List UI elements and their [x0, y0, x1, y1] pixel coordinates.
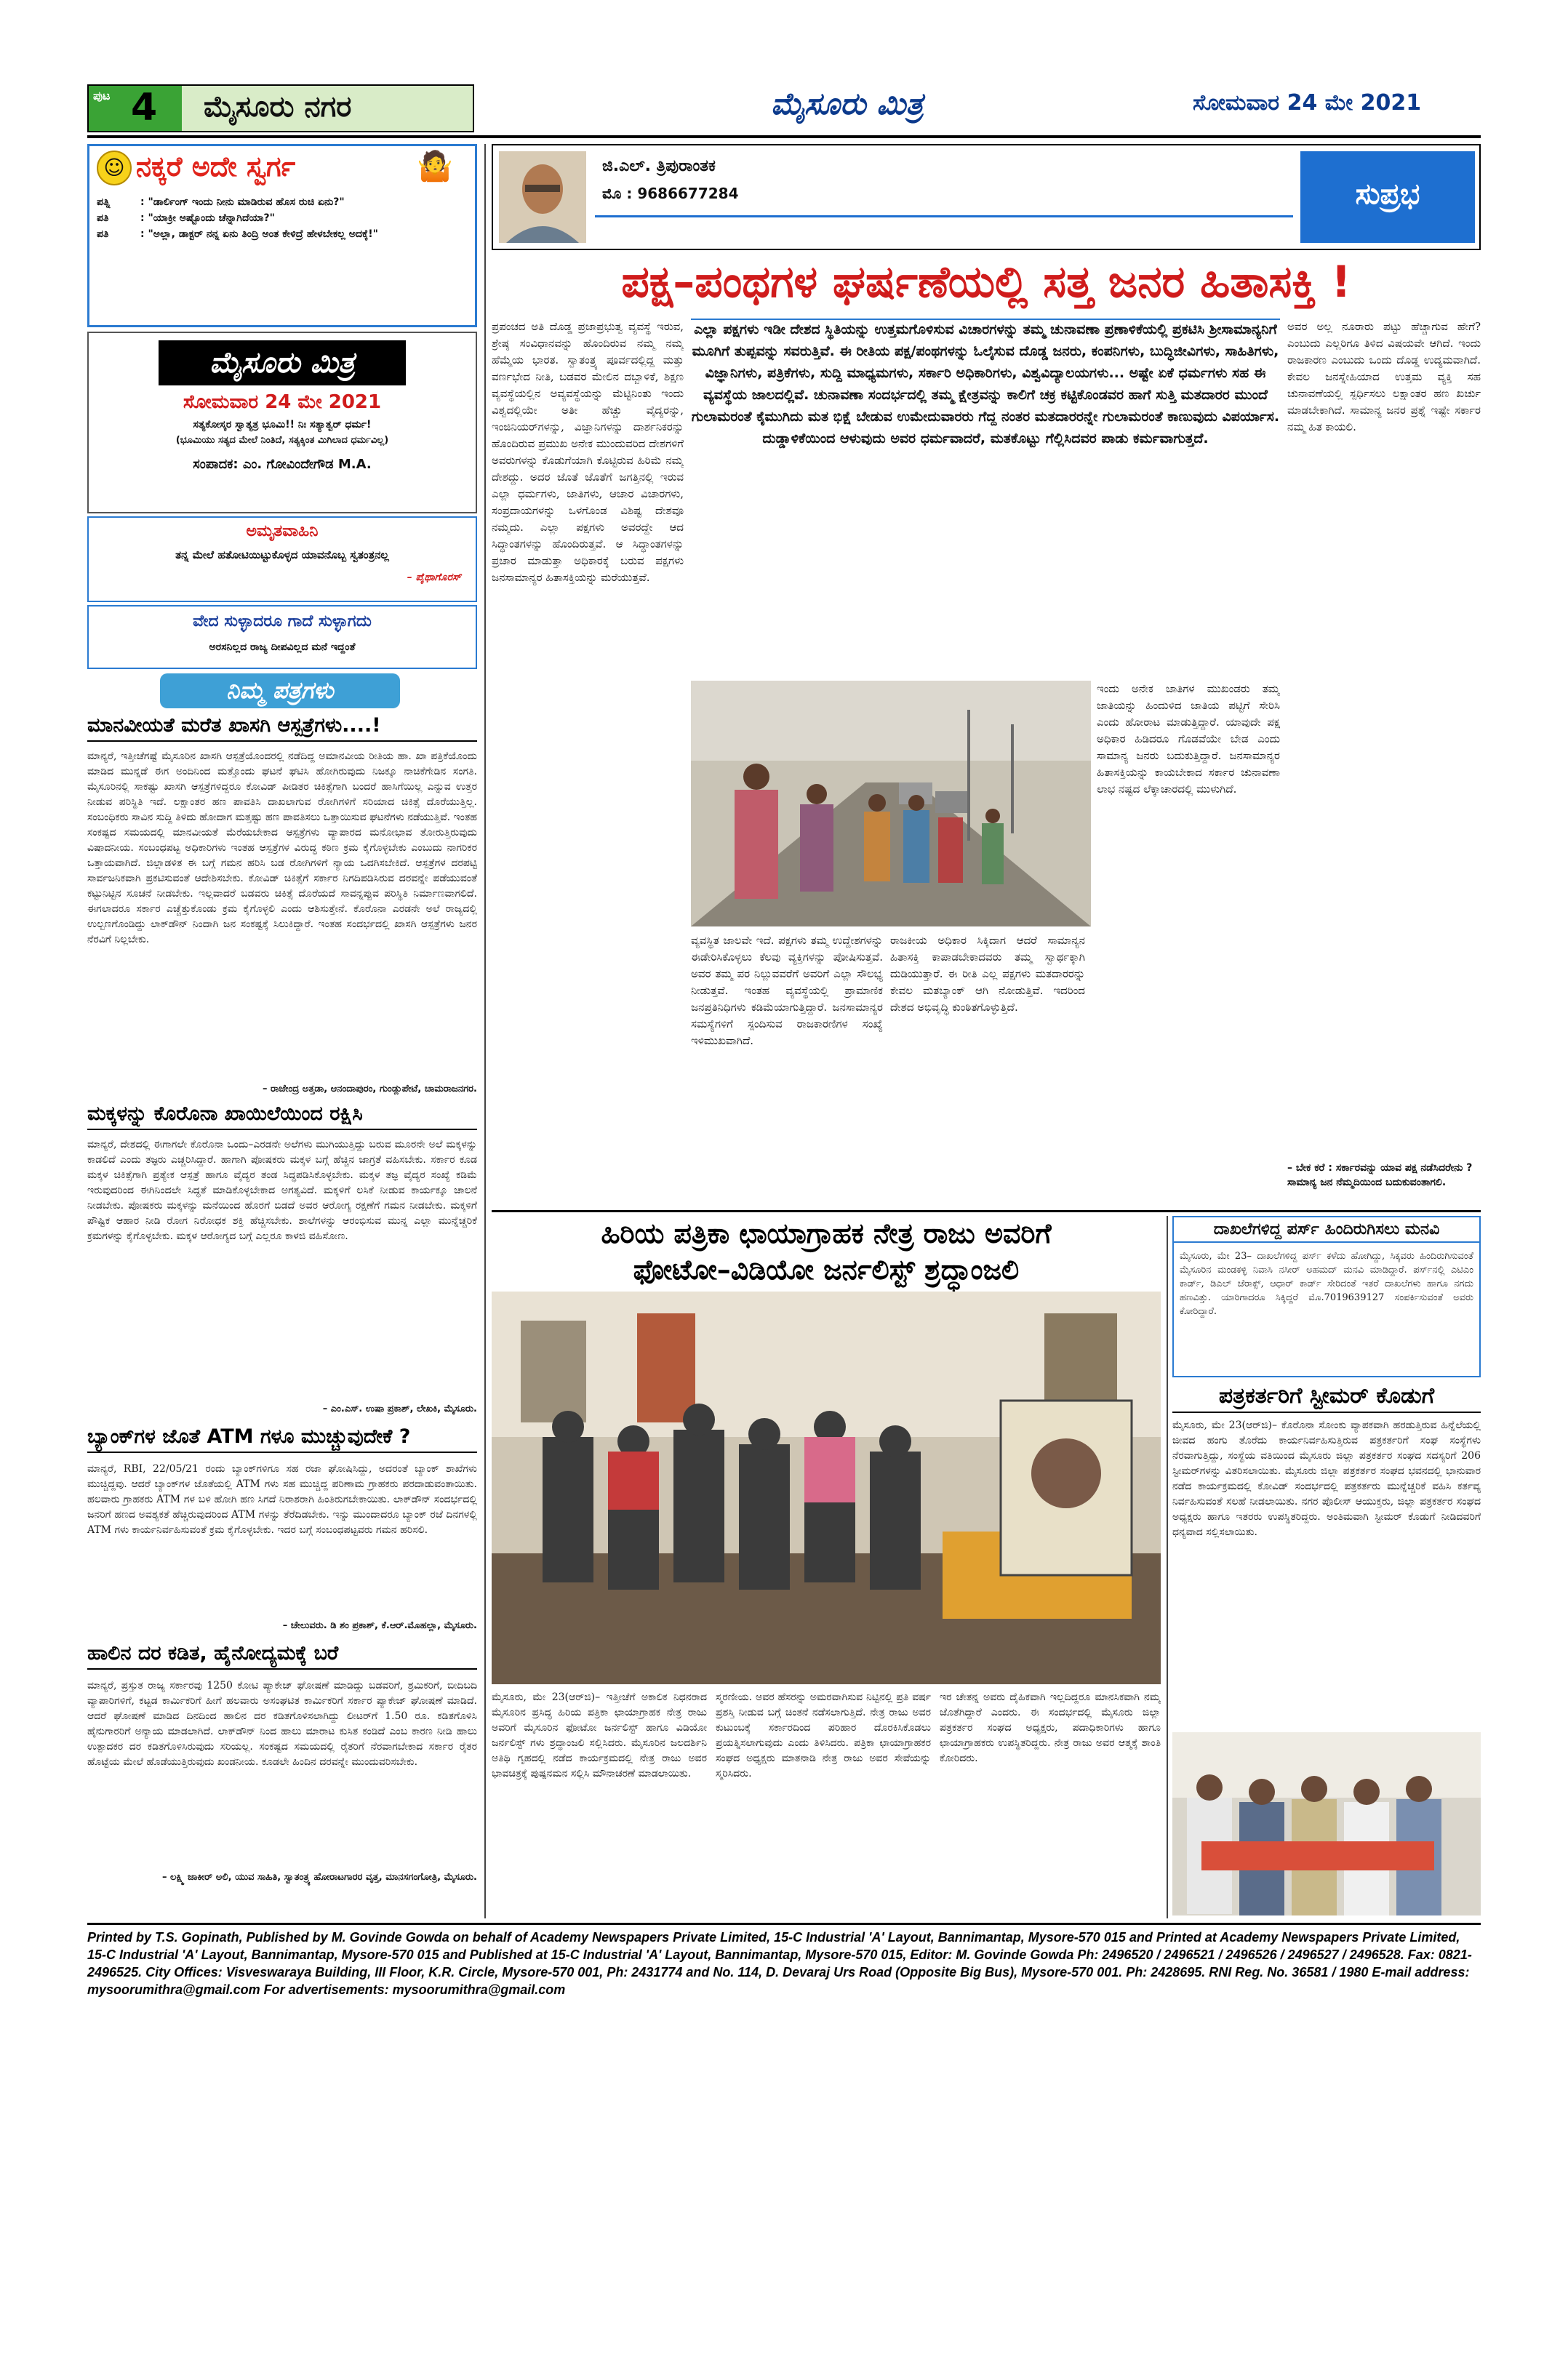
column-divider	[484, 144, 486, 1918]
tribute-headline-2: ಫೋಟೋ–ವಿಡಿಯೋ ಜರ್ನಲಿಸ್ಟ್ ಶ್ರದ್ಧಾಂಜಲಿ	[633, 1254, 1020, 1286]
tribute-column-3: ಇರ ಚೇತನ್ನ ಅವರು ದೈಹಿಕವಾಗಿ ಇಲ್ಲದಿದ್ದರೂ ಮಾನಸಿಕವಾಗಿ ನಮ್ಮ ಜೊತೆಗಿದ್ದಾರೆ ಎಂದರು. ಈ ಸಂದರ್ಭದಲ್ಲಿ ಮೈಸೂರು ಜಿಲ್ಲಾ ಪತ್ರಕರ್ತರ ಸಂಘದ ಅಧ್ಯಕ್ಷರು, ಪದಾಧಿಕಾರಿಗಳು ಹಾಗೂ ಛಾಯಾಗ್ರಾಹಕರು ಉಪಸ್ಥಿತರಿದ್ದರು. ನೇತ್ರ ರಾಜು ಅವರ ಆತ್ಮಕ್ಕೆ ಶಾಂತಿ ಕೋರಿದರು.	[940, 1692, 1161, 1764]
letter-3-signature: – ಚೇಲುವರು. ಡಿ ಶಂ ಪ್ರಕಾಶ್, ಕೆ.ಆರ್.ಮೊಹಲ್ಲಾ, ಮೈಸೂರು.	[282, 1620, 477, 1631]
proverb-title: ವೇದ ಸುಳ್ಳಾದರೂ ಗಾದೆ ಸುಳ್ಳಾಗದು	[193, 612, 372, 630]
column-headline: ಪಕ್ಷ–ಪಂಥಗಳ ಘರ್ಷಣೆಯಲ್ಲಿ ಸತ್ತ ಜನರ ಹಿತಾಸಕ್ತಿ !	[621, 257, 1351, 308]
laughing-face-icon: ☺	[97, 151, 132, 185]
paper-info-box	[87, 332, 477, 513]
masthead-date: ಸೋಮವಾರ 24 ಮೇ 2021	[1193, 90, 1422, 116]
tribute-column-1: ಮೈಸೂರು, ಮೇ 23(ಆರ್‌ಜಿ)– ಇತ್ತೀಚೆಗೆ ಅಕಾಲಿಕ ನಿಧನರಾದ ಮೈಸೂರಿನ ಪ್ರಸಿದ್ಧ ಹಿರಿಯ ಪತ್ರಿಕಾ ಛಾಯಾಗ್ರಾಹಕ ನೇತ್ರ ರಾಜು ಅವರಿಗೆ ಮೈಸೂರಿನ ಫೋಟೋ ಜರ್ನಲಿಸ್ಟ್ ಹಾಗೂ ವಿಡಿಯೋ ಜರ್ನಲಿಸ್ಟ್ ಗಳು ಶ್ರದ್ಧಾಂಜಲಿ ಸಲ್ಲಿಸಿದರು. ಮೈಸೂರಿನ ಜಲದರ್ಶಿನಿ ಅತಿಥಿ ಗೃಹದಲ್ಲಿ ನಡೆದ ಕಾರ್ಯಕ್ರಮದಲ್ಲಿ ನೇತ್ರ ರಾಜು ಅವರ ಭಾವಚಿತ್ರಕ್ಕೆ ಪುಷ್ಪನಮನ ಸಲ್ಲಿಸಿ ಮೌನಾಚರಣೆ ಮಾಡಲಾಯಿತು.	[492, 1692, 707, 1779]
section-divider	[492, 1210, 1481, 1212]
steamer-title: ಪತ್ರಕರ್ತರಿಗೆ ಸ್ಟೀಮರ್ ಕೊಡುಗೆ	[1172, 1383, 1481, 1413]
info-date: ಸೋಮವಾರ 24 ಮೇ 2021	[183, 391, 382, 413]
letter-2-signature: – ಎಂ.ಎಸ್. ಉಷಾ ಪ್ರಕಾಶ್, ಲೇಖಕಿ, ಮೈಸೂರು.	[322, 1404, 477, 1414]
letters-header: ನಿಮ್ಮ ಪತ್ರಗಳು	[160, 673, 400, 708]
column-name-badge: ಸುಪ್ರಭ	[1300, 151, 1475, 243]
page-tag: ಪುಟ	[93, 89, 111, 103]
section-title: ಮೈಸೂರು ನಗರ	[182, 84, 474, 132]
article-column-2: ಇಂದು ಅನೇಕ ಜಾತಿಗಳ ಮುಖಂಡರು ತಮ್ಮ ಜಾತಿಯನ್ನು ಹಿಂದುಳಿದ ಜಾತಿಯ ಪಟ್ಟಿಗೆ ಸೇರಿಸಿ ಎಂದು ಹೋರಾಟ ಮಾಡುತ್ತಿದ್ದಾರೆ. ಯಾವುದೇ ಪಕ್ಷ ಅಧಿಕಾರ ಹಿಡಿದರೂ ಗೊಡವೆಯೇ ಬೇಡ ಎಂದು ಸಾಮಾನ್ಯ ಜನರು ಬದುಕುತ್ತಿದ್ದಾರೆ. ಜನಸಾಮಾನ್ಯರ ಹಿತಾಸಕ್ತಿಯನ್ನು ಕಾಯಬೇಕಾದ ಸರ್ಕಾರ ಚುನಾವಣಾ ಲಾಭ ನಷ್ಟದ ಲೆಕ್ಕಾಚಾರದಲ್ಲಿ ಮುಳುಗಿದೆ.	[1097, 682, 1280, 796]
letter-3-body: ಮಾನ್ಯರೆ, RBI, 22/05/21 ರಂದು ಬ್ಯಾಂಕ್‌ಗಳಿಗೂ ಸಹ ರಜಾ ಘೋಷಿಸಿದ್ದು, ಅದರಂತೆ ಬ್ಯಾಂಕ್ ಶಾಖೆಗಳು ಮುಚ್ಚಿದ್ದವು. ಆದರೆ ಬ್ಯಾಂಕ್‌ಗಳ ಜೊತೆಯಲ್ಲಿ ATM ಗಳು ಸಹ ಮುಚ್ಚಿದ್ದ ಪರಿಣಾಮ ಗ್ರಾಹಕರು ಪರದಾಡುವಂತಾಯಿತು. ಹಲವಾರು ಗ್ರಾಹಕರು ATM ಗಳ ಬಳಿ ಹೋಗಿ ಹಣ ಸಿಗದೆ ನಿರಾಶರಾಗಿ ಹಿಂತಿರುಗಬೇಕಾಯಿತು. ಲಾಕ್‌ಡೌನ್ ಸಂದರ್ಭದಲ್ಲಿ ಜನರಿಗೆ ಹಣದ ಅವಶ್ಯಕತೆ ಹೆಚ್ಚಿರುವುದರಿಂದ ATM ಗಳನ್ನು ತೆರೆದಿಡಬೇಕು. ಇನ್ನು ಮುಂದಾದರೂ ಬ್ಯಾಂಕ್ ರಜೆ ದಿನಗಳಲ್ಲಿ ATM ಗಳು ಕಾರ್ಯನಿರ್ವಹಿಸುವಂತೆ ಕ್ರಮ ಕೈಗೊಳ್ಳಬೇಕು. ಇದರ ಬಗ್ಗೆ ಸಂಬಂಧಪಟ್ಟವರು ಗಮನ ಹರಿಸಲಿ.	[87, 1463, 477, 1536]
info-logo: ಮೈಸೂರು ಮಿತ್ರ	[159, 340, 406, 385]
author-portrait-icon	[499, 151, 586, 243]
letter-4-signature: – ಲಕ್ಷ್ಮಿ ಜಾಕೀರ್ ಅಲಿ, ಯುವ ಸಾಹಿತಿ, ಸ್ವಾತಂತ್ರ್ಯ ಹೋರಾಟಗಾರರ ವೃತ್ತ, ಮಾನಸಗಂಗೋತ್ರಿ, ಮೈಸೂರು.	[161, 1872, 477, 1883]
footer-rule	[87, 1923, 1481, 1925]
humor-box: ☺ ನಕ್ಕರೆ ಅದೇ ಸ್ವರ್ಗ 🤷 ಪತ್ನಿ : "ಡಾರ್ಲಿಂಗ್ ಇಂದು ನೀನು ಮಾಡಿರುವ ಹೊಸ ರುಚಿ ಏನು?" ಪತಿ : "ಯಾಕ್ರೀ ಅಷ್ಟೊಂದು ಚೆನ್ನಾಗಿದೆಯಾ?" ಪತಿ : "ಅಲ್ಲಾ, ಡಾಕ್ಟರ್ ನನ್ನ ಏನು ತಿಂದ್ರಿ ಅಂತ ಕೇಳಿದ್ರೆ ಹೇಳಬೇಕಲ್ಲ ಅದಕ್ಕೆ!"	[87, 144, 477, 327]
steamer-event-photo	[1172, 1732, 1481, 1915]
migrant-family-photo	[691, 681, 1091, 926]
humor-title: ನಕ್ಕರೆ ಅದೇ ಸ್ವರ್ಗ	[136, 151, 296, 183]
article-column-6: ಅವರ ಅಲ್ಲ ನೂರಾರು ಪಟ್ಟು ಹೆಚ್ಚಾಗುವ ಹೇಗೆ? ಎಂಬುದು ಎಲ್ಲರಿಗೂ ತಿಳಿದ ವಿಷಯವೇ ಆಗಿದೆ. ಇಂದು ರಾಜಕಾರಣ ಎಂಬುದು ಒಂದು ದೊಡ್ಡ ಉದ್ಯಮವಾಗಿದೆ. ಕೇವಲ ಜನಸ್ನೇಹಿಯಾದ ಉತ್ತಮ ವ್ಯಕ್ತಿ ಸಹ ಚುನಾವಣೆಯಲ್ಲಿ ಸ್ಪರ್ಧಿಸಲು ಲಕ್ಷಾಂತರ ಹಣ ಖರ್ಚು ಮಾಡಬೇಕಾಗಿದೆ. ಸಾಮಾನ್ಯ ಜನರ ಪ್ರಶ್ನೆ ಇಷ್ಟೇ ಸರ್ಕಾರ ನಮ್ಮ ಹಿತ ಕಾಯಲಿ.	[1287, 320, 1481, 433]
missing-purse-box	[1172, 1216, 1481, 1377]
page-number-box	[87, 84, 183, 132]
column-header	[492, 144, 1481, 250]
masthead-logo: ಮೈಸೂರು ಮಿತ್ರ	[771, 86, 924, 121]
tribute-column-2: ಸ್ಮರಣೀಯ. ಅವರ ಹೆಸರನ್ನು ಅಮರವಾಗಿಸುವ ನಿಟ್ಟಿನಲ್ಲಿ ಪ್ರತಿ ವರ್ಷ ಪ್ರಶಸ್ತಿ ನೀಡುವ ಬಗ್ಗೆ ಚಿಂತನೆ ನಡೆಸಲಾಗುತ್ತಿದೆ. ನೇತ್ರ ರಾಜು ಅವರ ಕುಟುಂಬಕ್ಕೆ ಸರ್ಕಾರದಿಂದ ಪರಿಹಾರ ದೊರಕಿಸಿಕೊಡಲು ಪ್ರಯತ್ನಿಸಲಾಗುವುದು ಎಂದು ತಿಳಿಸಿದರು. ಪತ್ರಿಕಾ ಛಾಯಾಗ್ರಾಹಕರ ಸಂಘದ ಅಧ್ಯಕ್ಷರು ಮಾತನಾಡಿ ನೇತ್ರ ರಾಜು ಅವರ ಸೇವೆಯನ್ನು ಸ್ಮರಿಸಿದರು.	[716, 1692, 931, 1779]
article-column-3: ವ್ಯವಸ್ಥಿತ ಜಾಲವೇ ಇದೆ. ಪಕ್ಷಗಳು ತಮ್ಮ ಉದ್ದೇಶಗಳನ್ನು ಈಡೇರಿಸಿಕೊಳ್ಳಲು ಕೆಲವು ವ್ಯಕ್ತಿಗಳನ್ನು ಪೋಷಿಸುತ್ತವೆ. ಅವರ ತಮ್ಮ ಪರ ನಿಲ್ಲುವವರೆಗೆ ಅವರಿಗೆ ಎಲ್ಲಾ ಸೌಲಭ್ಯ ನೀಡುತ್ತವೆ. ಇಂತಹ ವ್ಯವಸ್ಥೆಯಲ್ಲಿ ಪ್ರಾಮಾಣಿಕ ಜನಪ್ರತಿನಿಧಿಗಳು ಕಡಿಮೆಯಾಗುತ್ತಿದ್ದಾರೆ. ಜನಸಾಮಾನ್ಯರ ಸಮಸ್ಯೆಗಳಿಗೆ ಸ್ಪಂದಿಸುವ ರಾಜಕಾರಣಿಗಳ ಸಂಖ್ಯೆ ಇಳಿಮುಖವಾಗಿದೆ.	[691, 934, 883, 1047]
info-editor: ಸಂಪಾದಕ: ಎಂ. ಗೋವಿಂದೇಗೌಡ M.A.	[193, 457, 372, 472]
masthead-rule	[87, 135, 1481, 138]
tribute-event-photo	[492, 1292, 1161, 1684]
letter-4-body: ಮಾನ್ಯರೆ, ಪ್ರಸ್ತುತ ರಾಜ್ಯ ಸರ್ಕಾರವು 1250 ಕೋಟಿ ಪ್ಯಾಕೇಜ್ ಘೋಷಣೆ ಮಾಡಿದ್ದು ಬಡವರಿಗೆ, ಶ್ರಮಿಕರಿಗೆ, ಬೀದಿಬದಿ ವ್ಯಾಪಾರಿಗಳಿಗೆ, ಕಟ್ಟಡ ಕಾರ್ಮಿಕರಿಗೆ ಹೀಗೆ ಹಲವಾರು ಅಸಂಘಟಿತ ಕಾರ್ಮಿಕರಿಗೆ ಸರ್ಕಾರ ಪ್ಯಾಕೇಜ್ ಘೋಷಣೆ ಮಾಡಿದೆ. ಆದರೆ ಘೋಷಣೆ ಮಾಡಿದ ದಿನದಿಂದ ಹಾಲಿನ ದರ ಕಡಿತಗೊಳಿಸಲಾಗಿದ್ದು ಲೀಟರ್‌ಗೆ 1.50 ರೂ. ಕಡಿತಗೊಳಿಸಿ ಹೈನುಗಾರರಿಗೆ ಅನ್ಯಾಯ ಮಾಡಲಾಗಿದೆ. ಲಾಕ್‌ಡೌನ್ ನಿಂದ ಹಾಲು ಮಾರಾಟ ಕುಸಿತ ಕಂಡಿದೆ ಎಂಬ ಕಾರಣ ನೀಡಿ ಹಾಲು ಉತ್ಪಾದಕರ ದರ ಕಡಿತಗೊಳಿಸಿರುವುದು ಸರಿಯಲ್ಲ. ಸಂಕಷ್ಟದ ಸಮಯದಲ್ಲಿ ರೈತರಿಗೆ ನೆರವಾಗಬೇಕಾದ ಸರ್ಕಾರ ರೈತರ ಹೊಟ್ಟೆಯ ಮೇಲೆ ಹೊಡೆಯುತ್ತಿರುವುದು ಖಂಡನೀಯ. ಕೂಡಲೇ ಹಿಂದಿನ ದರವನ್ನೇ ಮುಂದುವರಿಸಬೇಕು.	[87, 1680, 477, 1768]
tribute-headline-1: ಹಿರಿಯ ಪತ್ರಿಕಾ ಛಾಯಾಗ್ರಾಹಕ ನೇತ್ರ ರಾಜು ಅವರಿಗೆ	[601, 1217, 1052, 1249]
header-rule	[595, 215, 1293, 217]
letter-1-signature: – ರಾಜೇಂದ್ರ ಅತ್ತಡಾ, ಆನಂದಾಪುರಂ, ಗುಂಡ್ಲುಪೇಟೆ, ಚಾಮರಾಜನಗರ.	[263, 1084, 477, 1094]
missing-purse-title: ದಾಖಲೆಗಳಿದ್ದ ಪರ್ಸ್ ಹಿಂದಿರುಗಿಸಲು ಮನವಿ	[1174, 1220, 1479, 1243]
info-motto: ಸತ್ಯಕೋಸ್ಕರ ಸ್ವಾತ್ಯತ್ರ ಭೂಮಿ!! ನಿಃ ಸತ್ಯಾತ್ವರ್ ಧರ್ಮ!	[193, 419, 372, 431]
letter-1-body: ಮಾನ್ಯರೆ, ಇತ್ತೀಚೆಗಷ್ಟೆ ಮೈಸೂರಿನ ಖಾಸಗಿ ಆಸ್ಪತ್ರೆಯೊಂದರಲ್ಲಿ ನಡೆದಿದ್ದ ಅಮಾನವೀಯ ರೀತಿಯ ಹಾ. ಖಾ ಪತ್ರಿಕೆಯೊಂದು ಮಾಡಿದ ಮುನ್ನಡೆ ಈಗ ಅಂದಿನಿಂದ ಮತ್ತೊಂದು ಘಟನೆ ಘಟಿಸಿ ಹೋಗಿರುವುದು ನಿಜಕ್ಕೂ ನಾಚಿಕೆಗೇಡಿನ ಸಂಗತಿ. ಮೈಸೂರಿನಲ್ಲಿ ಸಾಕಷ್ಟು ಖಾಸಗಿ ಆಸ್ಪತ್ರೆಗಳಿದ್ದರೂ ಕೋವಿಡ್ ಪೀಡಿತರ ಚಿಕಿತ್ಸೆಗಾಗಿ ಬಂದರೆ ಹಾಸಿಗೆಯಿಲ್ಲ ಎನ್ನುವ ಉತ್ತರ ನೀಡುವ ಪರಿಸ್ಥಿತಿ ಇದೆ. ಲಕ್ಷಾಂತರ ಹಣ ಪಾವತಿಸಿ ದಾಖಲಾಗುವ ರೋಗಿಗಳಿಗೆ ಸರಿಯಾದ ಚಿಕಿತ್ಸೆ ದೊರೆಯುತ್ತಿಲ್ಲ. ಸಂಬಂಧಿಕರು ಸಾವಿನ ಸುದ್ದಿ ತಿಳಿದು ಹೋದಾಗ ಮತ್ತಷ್ಟು ಹಣ ಪಾವತಿಸಲು ಒತ್ತಾಯಿಸುವ ಘಟನೆಗಳು ನಡೆಯುತ್ತಿವೆ. ಇಂತಹ ಸಂಕಷ್ಟದ ಸಮಯದಲ್ಲಿ ಮಾನವೀಯತೆ ಮೆರೆಯಬೇಕಾದ ಆಸ್ಪತ್ರೆಗಳು ವ್ಯಾಪಾರದ ಮನೋಭಾವ ತೋರುತ್ತಿರುವುದು ವಿಷಾದನೀಯ. ಸಂಬಂಧಪಟ್ಟ ಅಧಿಕಾರಿಗಳು ಇಂತಹ ಆಸ್ಪತ್ರೆಗಳ ವಿರುದ್ಧ ಕಠಿಣ ಕ್ರಮ ಕೈಗೊಳ್ಳಬೇಕು ಎಂಬುದು ನಾಗರಿಕರ ಒತ್ತಾಯವಾಗಿದೆ. ಜಿಲ್ಲಾಡಳಿತ ಈ ಬಗ್ಗೆ ಗಮನ ಹರಿಸಿ ಬಡ ರೋಗಿಗಳಿಗೆ ನ್ಯಾಯ ಒದಗಿಸಬೇಕಿದೆ. ಆಸ್ಪತ್ರೆಗಳ ದರಪಟ್ಟಿ ಸಾರ್ವಜನಿಕವಾಗಿ ಪ್ರಕಟಿಸುವಂತೆ ಆದೇಶಿಸಬೇಕು. ಕೋವಿಡ್ ಚಿಕಿತ್ಸೆಗೆ ಸರ್ಕಾರ ನಿಗದಿಪಡಿಸಿರುವ ದರವನ್ನೇ ಪಡೆಯುವಂತೆ ಕಟ್ಟುನಿಟ್ಟಿನ ಸೂಚನೆ ನೀಡಬೇಕು. ಇಲ್ಲವಾದರೆ ಬಡವರು ಚಿಕಿತ್ಸೆ ದೊರೆಯದೆ ಸಾವನ್ನಪ್ಪುವ ಪರಿಸ್ಥಿತಿ ನಿರ್ಮಾಣವಾಗಲಿದೆ. ಈಗಲಾದರೂ ಸರ್ಕಾರ ಎಚ್ಚೆತ್ತುಕೊಂಡು ಕ್ರಮ ಕೈಗೊಳ್ಳಲಿ ಎಂದು ಆಶಿಸುತ್ತೇನೆ. ಕೊರೊನಾ ಎರಡನೇ ಅಲೆ ರಾಜ್ಯದಲ್ಲಿ ಉಲ್ಬಣಗೊಂಡಿದ್ದು ಲಾಕ್‌ಡೌನ್ ನಿಂದಾಗಿ ಜನ ಸಂಕಷ್ಟಕ್ಕೆ ಸಿಲುಕಿದ್ದಾರೆ. ಇಂತಹ ಸಂದರ್ಭದಲ್ಲಿ ಖಾಸಗಿ ಆಸ್ಪತ್ರೆಗಳು ಜನರ ನೆರವಿಗೆ ನಿಲ್ಲಬೇಕು.	[87, 750, 477, 945]
pull-quote-rule	[691, 319, 1280, 320]
letter-2-body: ಮಾನ್ಯರೆ, ದೇಶದಲ್ಲಿ ಈಗಾಗಲೇ ಕೊರೊನಾ ಒಂದು–ಎರಡನೇ ಅಲೆಗಳು ಮುಗಿಯುತ್ತಿದ್ದು ಬರುವ ಮೂರನೇ ಅಲೆ ಮಕ್ಕಳನ್ನು ಕಾಡಲಿದೆ ಎಂದು ತಜ್ಞರು ಎಚ್ಚರಿಸಿದ್ದಾರೆ. ಹಾಗಾಗಿ ಪೋಷಕರು ಮಕ್ಕಳ ಬಗ್ಗೆ ಹೆಚ್ಚಿನ ಜಾಗ್ರತೆ ವಹಿಸಬೇಕು. ಸರ್ಕಾರ ಕೂಡ ಮಕ್ಕಳ ಚಿಕಿತ್ಸೆಗಾಗಿ ಪ್ರತ್ಯೇಕ ಆಸ್ಪತ್ರೆ ಹಾಗೂ ವೈದ್ಯರ ತಂಡ ಸಿದ್ಧಪಡಿಸಿಕೊಳ್ಳಬೇಕು. ಮಕ್ಕಳ ತಜ್ಞ ವೈದ್ಯರ ಸಂಖ್ಯೆ ಕಡಿಮೆ ಇರುವುದರಿಂದ ಈಗಿನಿಂದಲೇ ಸಿದ್ಧತೆ ಮಾಡಿಕೊಳ್ಳಬೇಕಾದ ಅಗತ್ಯವಿದೆ. ಮಕ್ಕಳಿಗೆ ಲಸಿಕೆ ನೀಡುವ ಕಾರ್ಯಕ್ಕೂ ಚಾಲನೆ ನೀಡಬೇಕು. ಪೋಷಕರು ಮಕ್ಕಳನ್ನು ಮನೆಯಿಂದ ಹೊರಗೆ ಬಿಡದೆ ಅವರ ಆರೋಗ್ಯ ರಕ್ಷಣೆಗೆ ಗಮನ ನೀಡಬೇಕು. ಮಕ್ಕಳಿಗೆ ಪೌಷ್ಟಿಕ ಆಹಾರ ನೀಡಿ ರೋಗ ನಿರೋಧಕ ಶಕ್ತಿ ಹೆಚ್ಚಿಸಬೇಕು. ಶಾಲೆಗಳನ್ನು ಆರಂಭಿಸುವ ಮುನ್ನ ಎಲ್ಲಾ ಮುನ್ನೆಚ್ಚರಿಕೆ ಕ್ರಮಗಳನ್ನು ಕೈಗೊಳ್ಳಬೇಕು. ಮಕ್ಕಳ ಆರೋಗ್ಯದ ಬಗ್ಗೆ ಎಲ್ಲರೂ ಕಾಳಜಿ ವಹಿಸೋಣ.	[87, 1139, 477, 1242]
letter-3-title: ಬ್ಯಾಂಕ್‌ಗಳ ಜೊತೆ ATM ಗಳೂ ಮುಚ್ಚುವುದೇಕೆ ?	[87, 1425, 477, 1453]
quote-title: ಅಮೃತವಾಹಿನಿ	[246, 522, 319, 540]
letter-4-title: ಹಾಲಿನ ದರ ಕಡಿತ, ಹೈನೋದ್ಯಮಕ್ಕೆ ಬರೆ	[87, 1642, 477, 1670]
proverb-box	[87, 605, 477, 669]
page-number: 4	[131, 86, 158, 129]
letter-2-title: ಮಕ್ಕಳನ್ನು ಕೊರೊನಾ ಖಾಯಿಲೆಯಿಂದ ರಕ್ಷಿಸಿ	[87, 1102, 477, 1130]
quote-text: ತನ್ನ ಮೇಲೆ ಹತೋಟಿಯಿಟ್ಟುಕೊಳ್ಳದ ಯಾವನೊಬ್ಬ ಸ್ವತಂತ್ರನಲ್ಲ	[175, 548, 389, 561]
proverb-text: ಅರಸನಿಲ್ಲದ ರಾಜ್ಯ ದೀಪವಿಲ್ಲದ ಮನೆ ಇದ್ದಂತೆ	[209, 641, 356, 653]
article-closing-note: – ಬೇಕ ಕರೆ : ಸರ್ಕಾರವನ್ನು ಯಾವ ಪಕ್ಷ ನಡೆಸಿದರೇನು ? ಸಾಮಾನ್ಯ ಜನ ನೆಮ್ಮದಿಯಿಂದ ಬದುಕುವಂತಾಗಲಿ.	[1287, 1162, 1473, 1188]
quote-author: – ಪೈಥಾಗೊರಸ್	[407, 572, 461, 583]
steamer-text: ಮೈಸೂರು, ಮೇ 23(ಆರ್‌ಜಿ)– ಕೊರೊನಾ ಸೋಂಕು ವ್ಯಾಪಕವಾಗಿ ಹರಡುತ್ತಿರುವ ಹಿನ್ನೆಲೆಯಲ್ಲಿ ಜೀವದ ಹಂಗು ತೊರೆದು ಕಾರ್ಯನಿರ್ವಹಿಸುತ್ತಿರುವ ಪತ್ರಕರ್ತರಿಗೆ ಸಂಘ ಸಂಸ್ಥೆಗಳು ನೆರವಾಗುತ್ತಿದ್ದು, ಸಂಸ್ಥೆಯ ವತಿಯಿಂದ ಮೈಸೂರು ಜಿಲ್ಲಾ ಪತ್ರಕರ್ತರ ಸಂಘದ ಸದಸ್ಯರಿಗೆ 206 ಸ್ಟೀಮರ್‌ಗಳನ್ನು ವಿತರಿಸಲಾಯಿತು. ಮೈಸೂರು ಜಿಲ್ಲಾ ಪತ್ರಕರ್ತರ ಸಂಘದ ಭವನದಲ್ಲಿ ಭಾನುವಾರ ನಡೆದ ಕಾರ್ಯಕ್ರಮದಲ್ಲಿ ಕೋವಿಡ್ ಸಂದರ್ಭದಲ್ಲಿ ಪತ್ರಕರ್ತರು ಮುನ್ನೆಚ್ಚರಿಕೆ ವಹಿಸಿ ಕರ್ತವ್ಯ ನಿರ್ವಹಿಸುವಂತೆ ಸಲಹೆ ನೀಡಲಾಯಿತು. ನಗರ ಪೊಲೀಸ್ ಆಯುಕ್ತರು, ಜಿಲ್ಲಾ ಪತ್ರಕರ್ತರ ಸಂಘದ ಅಧ್ಯಕ್ಷರು ಹಾಗೂ ಇತರರು ಉಪಸ್ಥಿತರಿದ್ದರು. ಅಂತಿಮವಾಗಿ ಸ್ಟೀಮರ್ ಕೊಡುಗೆ ನೀಡಿದವರಿಗೆ ಧನ್ಯವಾದ ಸಲ್ಲಿಸಲಾಯಿತು.	[1172, 1420, 1481, 1538]
author-phone: ಮೊ : 9686677284	[602, 185, 739, 202]
bottom-column-divider	[1167, 1216, 1168, 1918]
missing-purse-text: ಮೈಸೂರು, ಮೇ 23– ದಾಖಲೆಗಳಿದ್ದ ಪರ್ಸ್ ಕಳೆದು ಹೋಗಿದ್ದು, ಸಿಕ್ಕವರು ಹಿಂದಿರುಗಿಸುವಂತೆ ಮೈಸೂರಿನ ಮಂಡಕಳ್ಳಿ ನಿವಾಸಿ ನಸೀರ್ ಅಹಮದ್ ಮನವಿ ಮಾಡಿದ್ದಾರೆ. ಪರ್ಸ್‌ನಲ್ಲಿ ಎಟಿಎಂ ಕಾರ್ಡ್, ಡಿಎಲ್ ಜೆರಾಕ್ಸ್, ಆಧಾರ್ ಕಾರ್ಡ್ ಸೇರಿದಂತೆ ಇತರೆ ದಾಖಲೆಗಳು ಹಾಗೂ ನಗದು ಹಣವಿತ್ತು. ಯಾರಿಗಾದರೂ ಸಿಕ್ಕಿದ್ದರೆ ಮೊ.7019639127 ಸಂಪರ್ಕಿಸುವಂತೆ ಅವರು ಕೋರಿದ್ದಾರೆ.	[1180, 1251, 1473, 1317]
cartoon-figure-icon: 🤷	[417, 150, 453, 183]
info-motto-translation: (ಭೂಮಿಯು ಸತ್ಯದ ಮೇಲೆ ನಿಂತಿದೆ, ಸತ್ಯಕ್ಕಿಂತ ಮಿಗಿಲಾದ ಧರ್ಮವಿಲ್ಲ)	[175, 435, 389, 446]
author-name: ಜಿ.ಎಲ್. ತ್ರಿಪುರಾಂತಕ	[602, 157, 716, 175]
article-column-1: ಪ್ರಪಂಚದ ಅತಿ ದೊಡ್ಡ ಪ್ರಜಾಪ್ರಭುತ್ವ ವ್ಯವಸ್ಥೆ ಇರುವ, ಶ್ರೇಷ್ಠ ಸಂವಿಧಾನವನ್ನು ಹೊಂದಿರುವ ನಮ್ಮ ನಮ್ಮ ಹೆಮ್ಮೆಯ ಭಾರತ. ಸ್ವಾತಂತ್ರ್ಯ ಪೂರ್ವದಲ್ಲಿದ್ದ ಮತ್ತು ವರ್ಣಭೇದ ನೀತಿ, ಬಡವರ ಮೇಲಿನ ದಬ್ಬಾಳಿಕೆ, ಶಿಕ್ಷಣ ವ್ಯವಸ್ಥೆಯಲ್ಲಿನ ಅವ್ಯವಸ್ಥೆಯನ್ನು ಮೆಟ್ಟಿನಿಂತು ಇಂದು ವಿಶ್ವದಲ್ಲಿಯೇ ಅತೀ ಹೆಚ್ಚು ವೈದ್ಯರನ್ನು, ಇಂಜಿನಿಯರ್‌ಗಳನ್ನು, ವಿಜ್ಞಾನಿಗಳನ್ನು ದಾರ್ಶನಿಕರನ್ನು ಹೊಂದಿರುವ ಪ್ರಮುಖ ಅನೇಕ ಮುಂದುವರಿದ ದೇಶಗಳಿಗೆ ಅವರುಗಳನ್ನು ಕೊಡುಗೆಯಾಗಿ ಕೊಟ್ಟಿರುವ ಹಿರಿಮೆ ನಮ್ಮ ದೇಶದ್ದು. ಅದರ ಜೊತೆ ಜೊತೆಗೆ ಜಗತ್ತಿನಲ್ಲಿ ಇರುವ ಎಲ್ಲಾ ಧರ್ಮಗಳು, ಜಾತಿಗಳು, ಆಚಾರ ವಿಚಾರಗಳು, ಸಂಪ್ರದಾಯಗಳನ್ನು ಒಳಗೊಂಡ ವಿಶಿಷ್ಟ ದೇಶವೂ ನಮ್ಮದು. ಎಲ್ಲಾ ಪಕ್ಷಗಳು ಅವರದ್ದೇ ಆದ ಸಿದ್ಧಾಂತಗಳನ್ನು ಹೊಂದಿರುತ್ತವೆ. ಆ ಸಿದ್ಧಾಂತಗಳನ್ನು ಪ್ರಚಾರ ಮಾಡುತ್ತಾ ಅಧಿಕಾರಕ್ಕೆ ಬರುವ ಪಕ್ಷಗಳು ಜನಸಾಮಾನ್ಯರ ಹಿತಾಸಕ್ತಿಯನ್ನು ಮರೆಯುತ್ತವೆ.	[492, 320, 684, 584]
article-column-4: ರಾಜಕೀಯ ಅಧಿಕಾರ ಸಿಕ್ಕಿದಾಗ ಆದರೆ ಸಾಮಾನ್ಯನ ಹಿತಾಸಕ್ತಿ ಕಾಪಾಡಬೇಕಾದವರು ತಮ್ಮ ಸ್ವಾರ್ಥಕ್ಕಾಗಿ ದುಡಿಯುತ್ತಾರೆ. ಈ ರೀತಿ ಎಲ್ಲ ಪಕ್ಷಗಳು ಮತದಾರರನ್ನು ಕೇವಲ ಮತಬ್ಯಾಂಕ್ ಆಗಿ ನೋಡುತ್ತಿವೆ. ಇದರಿಂದ ದೇಶದ ಅಭಿವೃದ್ಧಿ ಕುಂಠಿತಗೊಳ್ಳುತ್ತಿದೆ.	[890, 934, 1085, 1014]
author-photo	[499, 151, 586, 243]
letter-1-title: ಮಾನವೀಯತೆ ಮರೆತ ಖಾಸಗಿ ಆಸ್ಪತ್ರೆಗಳು....!	[87, 714, 477, 742]
quote-box	[87, 516, 477, 602]
pull-quote: ಎಲ್ಲಾ ಪಕ್ಷಗಳು ಇಡೀ ದೇಶದ ಸ್ಥಿತಿಯನ್ನು ಉತ್ತಮಗೊಳಿಸುವ ವಿಚಾರಗಳನ್ನು ತಮ್ಮ ಚುನಾವಣಾ ಪ್ರಣಾಳಿಕೆಯಲ್ಲಿ ಪ್ರಕಟಿಸಿ ಶ್ರೀಸಾಮಾನ್ಯನಿಗೆ ಮೂಗಿಗೆ ತುಪ್ಪವನ್ನು ಸವರುತ್ತಿವೆ. ಈ ರೀತಿಯ ಪಕ್ಷ/ಪಂಥಗಳನ್ನು ಓಲೈಸುವ ದೊಡ್ಡ ಜನರು, ಕಂಪನಿಗಳು, ಬುದ್ಧಿಜೀವಿಗಳು, ಸಾಹಿತಿಗಳು, ವಿಜ್ಞಾನಿಗಳು, ಪತ್ರಿಕೆಗಳು, ಸುದ್ದಿ ಮಾಧ್ಯಮಗಳು, ಸರ್ಕಾರಿ ಅಧಿಕಾರಿಗಳು, ವಿಶ್ವವಿದ್ಯಾಲಯಗಳು... ಅಷ್ಟೇ ಏಕೆ ಧರ್ಮಗಳು ಸಹ ಈ ವ್ಯವಸ್ಥೆಯ ಜಾಲದಲ್ಲಿವೆ. ಚುನಾವಣಾ ಸಂದರ್ಭದಲ್ಲಿ ತಮ್ಮ ಕ್ಷೇತ್ರವನ್ನು ಕಾಲಿಗೆ ಚಕ್ರ ಕಟ್ಟಿಕೊಂಡವರ ಹಾಗೆ ಸುತ್ತಿ ಮತದಾರರ ಮುಂದೆ ಗುಲಾಮರಂತೆ ಕೈಮುಗಿದು ಮತ ಭಿಕ್ಷೆ ಬೇಡುವ ಉಮೇದುವಾರರು ಗೆದ್ದ ನಂತರ ಮತದಾರರನ್ನೇ ಗುಲಾಮರಂತೆ ಕಾಣುವುದು ವಿಪರ್ಯಾಸ. ದುಡ್ಡಾಳಿಕೆಯಿಂದ ಆಳುವುದು ಅವರ ಧರ್ಮವಾದರೆ, ಮತಕೊಟ್ಟು ಗೆಲ್ಲಿಸಿದವರ ಪಾಡು ಕರ್ಮವಾಗುತ್ತದೆ.	[691, 321, 1280, 447]
humor-title-bar	[89, 146, 475, 187]
footer-imprint: Printed by T.S. Gopinath, Published by M. Govinde Gowda on behalf of Academy Newspapers Private Limited, 15-C Industrial 'A' Layout, Bannimantap, Mysore-570 015 and Printed at Academy Newspapers Private Limited, 15-C Industrial 'A' Layout, Bannimantap, Mysore-570 015 and Published at 15-C Industrial 'A' Layout, Bannimantap, Mysore-570 015, Editor: M. Govinde Gowda Ph: 2496520 / 2496521 / 2496526 / 2496527 / 2496528. Fax: 0821-2496525. City Offices: Visveswaraya Building, III Floor, K.R. Circle, Mysore-570 001, Ph: 2431774 and No. 114, D. Devaraj Urs Road (Opposite Big Bus), Mysore-570 001. Ph: 2428695. RNI Reg. No. 36581 / 1980 E-mail address: mysoorumithra@gmail.com For advertisements: mysoorumithra@gmail.com	[87, 1930, 1472, 1997]
